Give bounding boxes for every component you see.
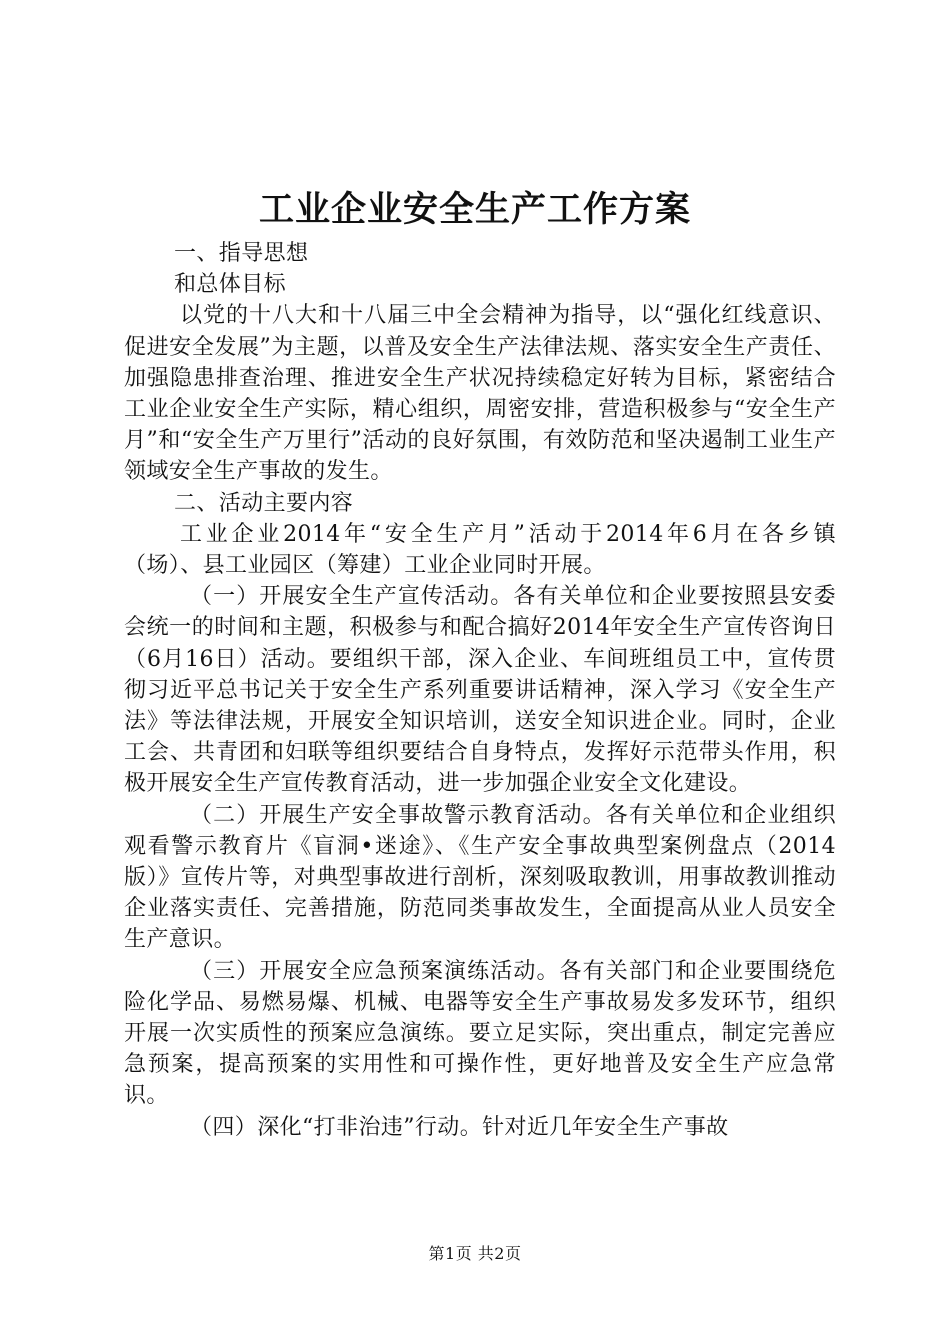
section-heading-overall-goal: 和总体目标 xyxy=(174,272,287,298)
paragraph-activity-schedule: 工业企业2014年“安全生产月”活动于2014年6月在各乡镇（场）、县工业园区（筹建）工业企业同时开展。 xyxy=(124,521,836,579)
section-heading-guiding-thought: 一、指导思想 xyxy=(174,241,309,266)
paragraph-item-crackdown: （四）深化“打非治违”行动。针对近几年安全生产事故 xyxy=(190,1114,729,1140)
section-heading-main-content: 二、活动主要内容 xyxy=(174,490,354,516)
document-body xyxy=(124,238,836,1143)
paragraph-guiding-principle: 以党的十八大和十八届三中全会精神为指导，以“强化红线意识、促进安全发展”为主题，以普及安全生产法律法规、落实安全生产责任、加强隐患排查治理、推进安全生产状况持续稳定好转为目标，紧密结合工业企业安全生产实际，精心组织，周密安排，营造积极参与“安全生产月”和“安全生产万里行”活动的良好氛围，有效防范和坚决遏制工业生产领域安全生产事故的发生。 xyxy=(124,303,836,485)
paragraph-item-emergency-drill: （三）开展安全应急预案演练活动。各有关部门和企业要围绕危险化学品、易燃易爆、机械、电器等安全生产事故易发多发环节，组织开展一次实质性的预案应急演练。要立足实际，突出重点，制定完善应急预案，提高预案的实用性和可操作性，更好地普及安全生产应急常识。 xyxy=(124,958,836,1109)
page-footer: 第1页 共2页 xyxy=(428,1244,522,1263)
paragraph-item-publicity: （一）开展安全生产宣传活动。各有关单位和企业要按照县安委会统一的时间和主题，积极参与和配合搞好2014年安全生产宣传咨询日（6月16日）活动。要组织干部，深入企业、车间班组员工中，宣传贯彻习近平总书记关于安全生产系列重要讲话精神，深入学习《安全生产法》等法律法规，开展安全知识培训，送安全知识进企业。同时，企业工会、共青团和妇联等组织要结合自身特点，发挥好示范带头作用，积极开展安全生产宣传教育活动，进一步加强企业安全文化建设。 xyxy=(124,584,836,797)
document-title: 工业企业安全生产工作方案 xyxy=(258,189,691,230)
paragraph-item-warning-education: （二）开展生产安全事故警示教育活动。各有关单位和企业组织观看警示教育片《盲洞•迷途》、《生产安全事故典型案例盘点（2014版）》宣传片等，对典型事故进行剖析，深刻吸取教训，用事故教训推动企业落实责任、完善措施，防范同类事故发生，全面提高从业人员安全生产意识。 xyxy=(124,802,836,953)
